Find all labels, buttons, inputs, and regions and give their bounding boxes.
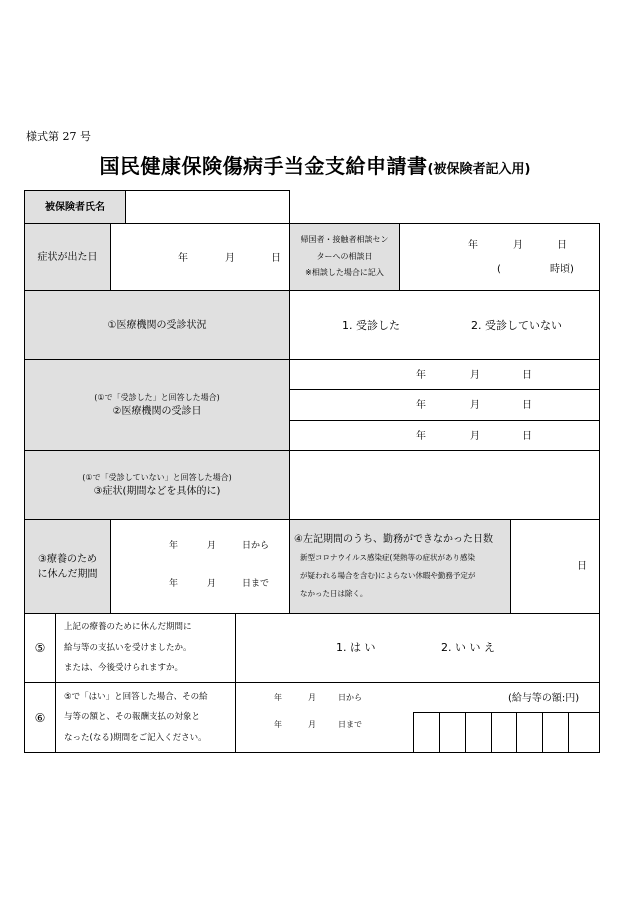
unable-days-field[interactable] — [510, 519, 600, 614]
rest-from-year: 年 — [169, 541, 179, 551]
rest-to-month: 月 — [207, 579, 217, 589]
center-year: 年 — [468, 240, 478, 251]
amount-digit-box[interactable] — [439, 712, 466, 753]
center-day: 日 — [557, 240, 567, 251]
onset-label: 症状が出た日 — [24, 223, 111, 291]
name-label: 被保険者氏名 — [24, 190, 126, 224]
unable-days-unit: 日 — [577, 561, 587, 572]
visit-date-field-2[interactable] — [289, 389, 600, 421]
q6-text-3: なった(なる)期間をご記入ください。 — [64, 732, 207, 743]
rest-label-line1: ③療養のため — [38, 553, 97, 565]
q5-text-1: 上記の療養のために休んだ期間に — [64, 622, 192, 633]
title-main: 国民健康保険傷病手当金支給申請書 — [99, 154, 428, 178]
visit-option-no[interactable]: 2. 受診していない — [471, 319, 562, 332]
unable-days-title: ④左記期間のうち、勤務ができなかった日数 — [294, 533, 493, 545]
rest-period-field[interactable] — [110, 519, 290, 614]
visit-date-note: (①で「受診した」と回答した場合) — [94, 392, 220, 402]
q6-from-month: 月 — [308, 693, 316, 702]
q5-number: ⑤ — [24, 613, 56, 683]
visit3-day: 日 — [522, 431, 532, 442]
center-label-line3: ※相談した場合に記入 — [305, 268, 384, 278]
onset-month: 月 — [225, 253, 235, 264]
center-hour: 時頃) — [550, 264, 574, 275]
rest-label-line2: に休んだ期間 — [37, 568, 98, 580]
q6-from: 日から — [338, 693, 362, 702]
center-label — [289, 223, 400, 291]
visit-status-options — [289, 290, 600, 360]
rest-to-year: 年 — [169, 579, 179, 589]
unable-days-label — [289, 519, 511, 614]
visit-date-title: ②医療機関の受診日 — [112, 405, 202, 417]
visit1-month: 月 — [470, 370, 480, 381]
visit2-day: 日 — [522, 400, 532, 411]
q6-question — [55, 682, 236, 753]
onset-year: 年 — [178, 253, 188, 264]
rest-label — [24, 519, 111, 614]
form-title — [0, 150, 630, 179]
visit-status-label: ①医療機関の受診状況 — [24, 290, 290, 360]
visit1-day: 日 — [522, 370, 532, 381]
rest-from-month: 月 — [207, 541, 217, 551]
onset-date-field[interactable] — [110, 223, 290, 291]
symptom-title: ③症状(期間などを具体的に) — [93, 485, 221, 497]
visit1-year: 年 — [416, 370, 426, 381]
visit-date-field-3[interactable] — [289, 420, 600, 451]
symptom-note: (①で「受診していない」と回答した場合) — [82, 472, 232, 482]
q5-option-yes[interactable]: 1. は い — [336, 641, 376, 654]
visit3-year: 年 — [416, 431, 426, 442]
rest-from: 日から — [242, 541, 270, 551]
q5-text-3: または、今後受けられますか。 — [64, 663, 184, 674]
visit-date-field-1[interactable] — [289, 359, 600, 390]
unable-note-3: なかった日は除く。 — [300, 588, 368, 598]
q5-question — [55, 613, 236, 683]
visit-option-yes[interactable]: 1. 受診した — [342, 319, 400, 332]
amount-digit-box[interactable] — [542, 712, 569, 753]
center-label-line2: ターへの相談日 — [316, 251, 373, 261]
q5-text-2: 給与等の支払いを受けましたか。 — [64, 642, 192, 653]
amount-digit-box[interactable] — [413, 712, 440, 753]
unable-note-2: が疑われる場合を含む)によらない休暇や勤務予定が — [300, 570, 476, 580]
symptom-field[interactable] — [289, 450, 600, 520]
center-month: 月 — [513, 240, 523, 251]
onset-day: 日 — [271, 253, 281, 264]
q5-option-no[interactable]: 2. い い え — [441, 641, 495, 654]
center-label-line1: 帰国者・接触者相談セン — [300, 234, 389, 244]
q6-text-1: ⑤で「はい」と回答した場合、その給 — [64, 691, 208, 702]
title-sub: (被保険者記入用) — [427, 162, 531, 177]
q5-options — [235, 613, 600, 683]
q6-text-2: 与等の額と、その報酬支払の対象と — [64, 712, 201, 723]
form-number: 様式第 27 号 — [26, 130, 91, 143]
amount-digit-box[interactable] — [516, 712, 543, 753]
visit2-month: 月 — [470, 400, 480, 411]
q6-number: ⑥ — [24, 682, 56, 753]
name-field[interactable] — [125, 190, 290, 224]
symptom-label — [24, 450, 290, 520]
visit-date-label — [24, 359, 290, 451]
center-hour-open: ( — [497, 264, 501, 275]
amount-digit-box[interactable] — [465, 712, 492, 753]
visit3-month: 月 — [470, 431, 480, 442]
unable-note-1: 新型コロナウイルス感染症(発熱等の症状があり感染 — [300, 552, 475, 562]
amount-digit-box[interactable] — [491, 712, 517, 753]
q6-to: 日まで — [338, 720, 362, 729]
rest-to: 日まで — [242, 579, 270, 589]
amount-digit-box[interactable] — [568, 712, 600, 753]
q6-to-month: 月 — [308, 720, 316, 729]
q6-to-year: 年 — [274, 720, 282, 729]
q6-from-year: 年 — [274, 693, 282, 702]
q6-amount-label: (給与等の額:円) — [508, 693, 580, 704]
center-date-field[interactable] — [399, 223, 600, 291]
visit2-year: 年 — [416, 400, 426, 411]
